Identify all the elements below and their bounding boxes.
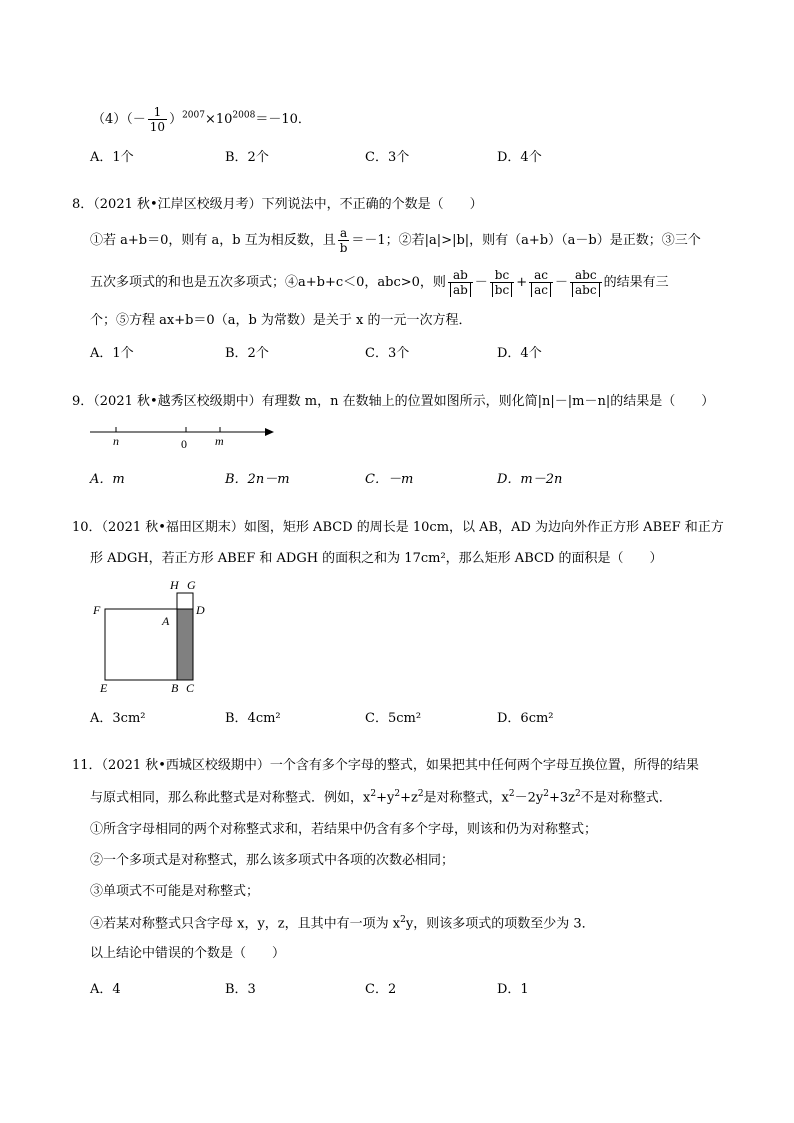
q11-line1: 11．（2021 秋•西城区校级期中）一个含有多个字母的整式，如果把其中任何两个字母互换位置，所得的结果	[72, 758, 699, 773]
q11-statement-3: ③单项式不可能是对称整式；	[90, 884, 260, 899]
q8-fraction-3: $\frac{ac}{ac}$	[529, 268, 553, 297]
q9-option-d[interactable]: D．m－2n	[497, 472, 563, 487]
q11-option-c[interactable]: C．2	[365, 982, 397, 997]
q11-option-a[interactable]: A．4	[90, 982, 121, 997]
q10-options	[90, 707, 730, 726]
q11-options	[90, 978, 730, 997]
q10-square-adgh	[177, 593, 193, 609]
q10-option-d[interactable]: D．6cm²	[497, 711, 554, 726]
q8-fraction-4: $\frac{\text{abc}}{\text{abc}}$	[570, 268, 602, 297]
q7-option-c[interactable]: C．3个	[365, 150, 410, 165]
q7-item4-fraction: $\frac{1}{10}$	[149, 105, 166, 134]
q10-label-a: A	[162, 614, 170, 628]
q9-number-line	[88, 424, 280, 452]
q10-label-d: D	[196, 603, 205, 617]
q9-label-n: n	[113, 434, 119, 448]
q8-option-a[interactable]: A．1个	[90, 346, 134, 361]
q9-title: 9．（2021 秋•越秀区校级期中）有理数 m，n 在数轴上的位置如图所示，则化简|n|－|m－n|的结果是（ ）	[72, 394, 715, 409]
q10-rectangle-abcd	[177, 609, 193, 680]
q10-label-g: G	[187, 578, 196, 592]
q10-option-a[interactable]: A．3cm²	[90, 711, 146, 726]
q8-fraction-2: $\frac{bc}{bc}$	[490, 268, 514, 297]
q10-figure	[90, 574, 220, 696]
q10-label-c: C	[186, 681, 195, 695]
q7-option-a[interactable]: A．1个	[90, 150, 134, 165]
q10-option-b[interactable]: B．4cm²	[225, 711, 281, 726]
q8-line3: 个；⑤方程 ax+b＝0（a，b 为常数）是关于 x 的一元一次方程．	[90, 313, 472, 328]
q8-line2: 五次多项式的和也是五次多项式；④a+b+c＜0，abc>0，则 $\frac{ab}{ab}$ － $\frac{bc}{bc}$ + $\frac{ac}{ac}$ － $\frac{\text{abc}}{\text{abc}}$ 的结果有三	[90, 268, 669, 297]
q8-line1: ①若 a+b＝0，则有 a，b 互为相反数，且 $\frac{a}{b}$ ＝－1；②若|a|>|b|，则有（a+b）（a－b）是正数；③三个	[90, 226, 701, 255]
q8-fraction-a-over-b: $\frac{a}{b}$	[339, 226, 348, 255]
q9-option-a[interactable]: A．m	[90, 472, 125, 487]
q11-statement-1: ①所含字母相同的两个对称整式求和，若结果中仍含有多个字母，则该和仍为对称整式；	[90, 822, 598, 837]
q10-line1: 10．（2021 秋•福田区期末）如图，矩形 ABCD 的周长是 10cm，以 AB，AD 为边向外作正方形 ABEF 和正方	[72, 520, 724, 535]
q7-option-d[interactable]: D．4个	[497, 150, 542, 165]
q9-axis-arrow	[265, 428, 274, 436]
q11-statement-4: ④若某对称整式只含字母 x，y，z，且其中有一项为 $x^2y$，则该多项式的项数至少为 3．	[90, 915, 595, 932]
q10-option-c[interactable]: C．5cm²	[365, 711, 422, 726]
q9-option-b[interactable]: B．2n－m	[225, 472, 290, 487]
q10-line2: 形 ADGH，若正方形 ABEF 和 ADGH 的面积之和为 17cm²，那么矩形 ABCD 的面积是（ ）	[90, 551, 663, 566]
q8-option-c[interactable]: C．3个	[365, 346, 410, 361]
q8-option-b[interactable]: B．2个	[225, 346, 269, 361]
q8-title: 8．（2021 秋•江岸区校级月考）下列说法中，不正确的个数是（ ）	[72, 197, 483, 212]
q9-label-zero: 0	[181, 437, 187, 451]
q8-option-d[interactable]: D．4个	[497, 346, 542, 361]
q11-line2: 与原式相同，那么称此整式是对称整式．例如，$x^2+y^2+z^2$是对称整式，$x^2-2y^2+3z^2$不是对称整式．	[90, 789, 672, 806]
q10-label-h: H	[170, 578, 179, 592]
q11-option-d[interactable]: D．1	[497, 982, 529, 997]
q10-label-f: F	[93, 603, 101, 617]
q10-label-e: E	[100, 681, 108, 695]
q7-item4-prefix: （4）（－	[92, 112, 146, 127]
q8-options	[90, 342, 730, 361]
q9-label-m: m	[215, 434, 224, 448]
q9-options	[90, 468, 730, 487]
q9-option-c[interactable]: C．－m	[365, 472, 414, 487]
q7-item4: （4）（－ $\frac{1}{10}$ ）$^{2007}\times 10^{2008}=-10$．	[92, 105, 311, 134]
q7-options	[90, 146, 730, 165]
q11-statement-2: ②一个多项式是对称整式，那么该多项式中各项的次数必相同；	[90, 853, 455, 868]
q10-label-b: B	[171, 681, 179, 695]
q8-fraction-1: $\frac{ab}{ab}$	[448, 268, 473, 297]
q7-option-b[interactable]: B．2个	[225, 150, 269, 165]
q11-question: 以上结论中错误的个数是（ ）	[90, 946, 286, 961]
q11-option-b[interactable]: B．3	[225, 982, 256, 997]
